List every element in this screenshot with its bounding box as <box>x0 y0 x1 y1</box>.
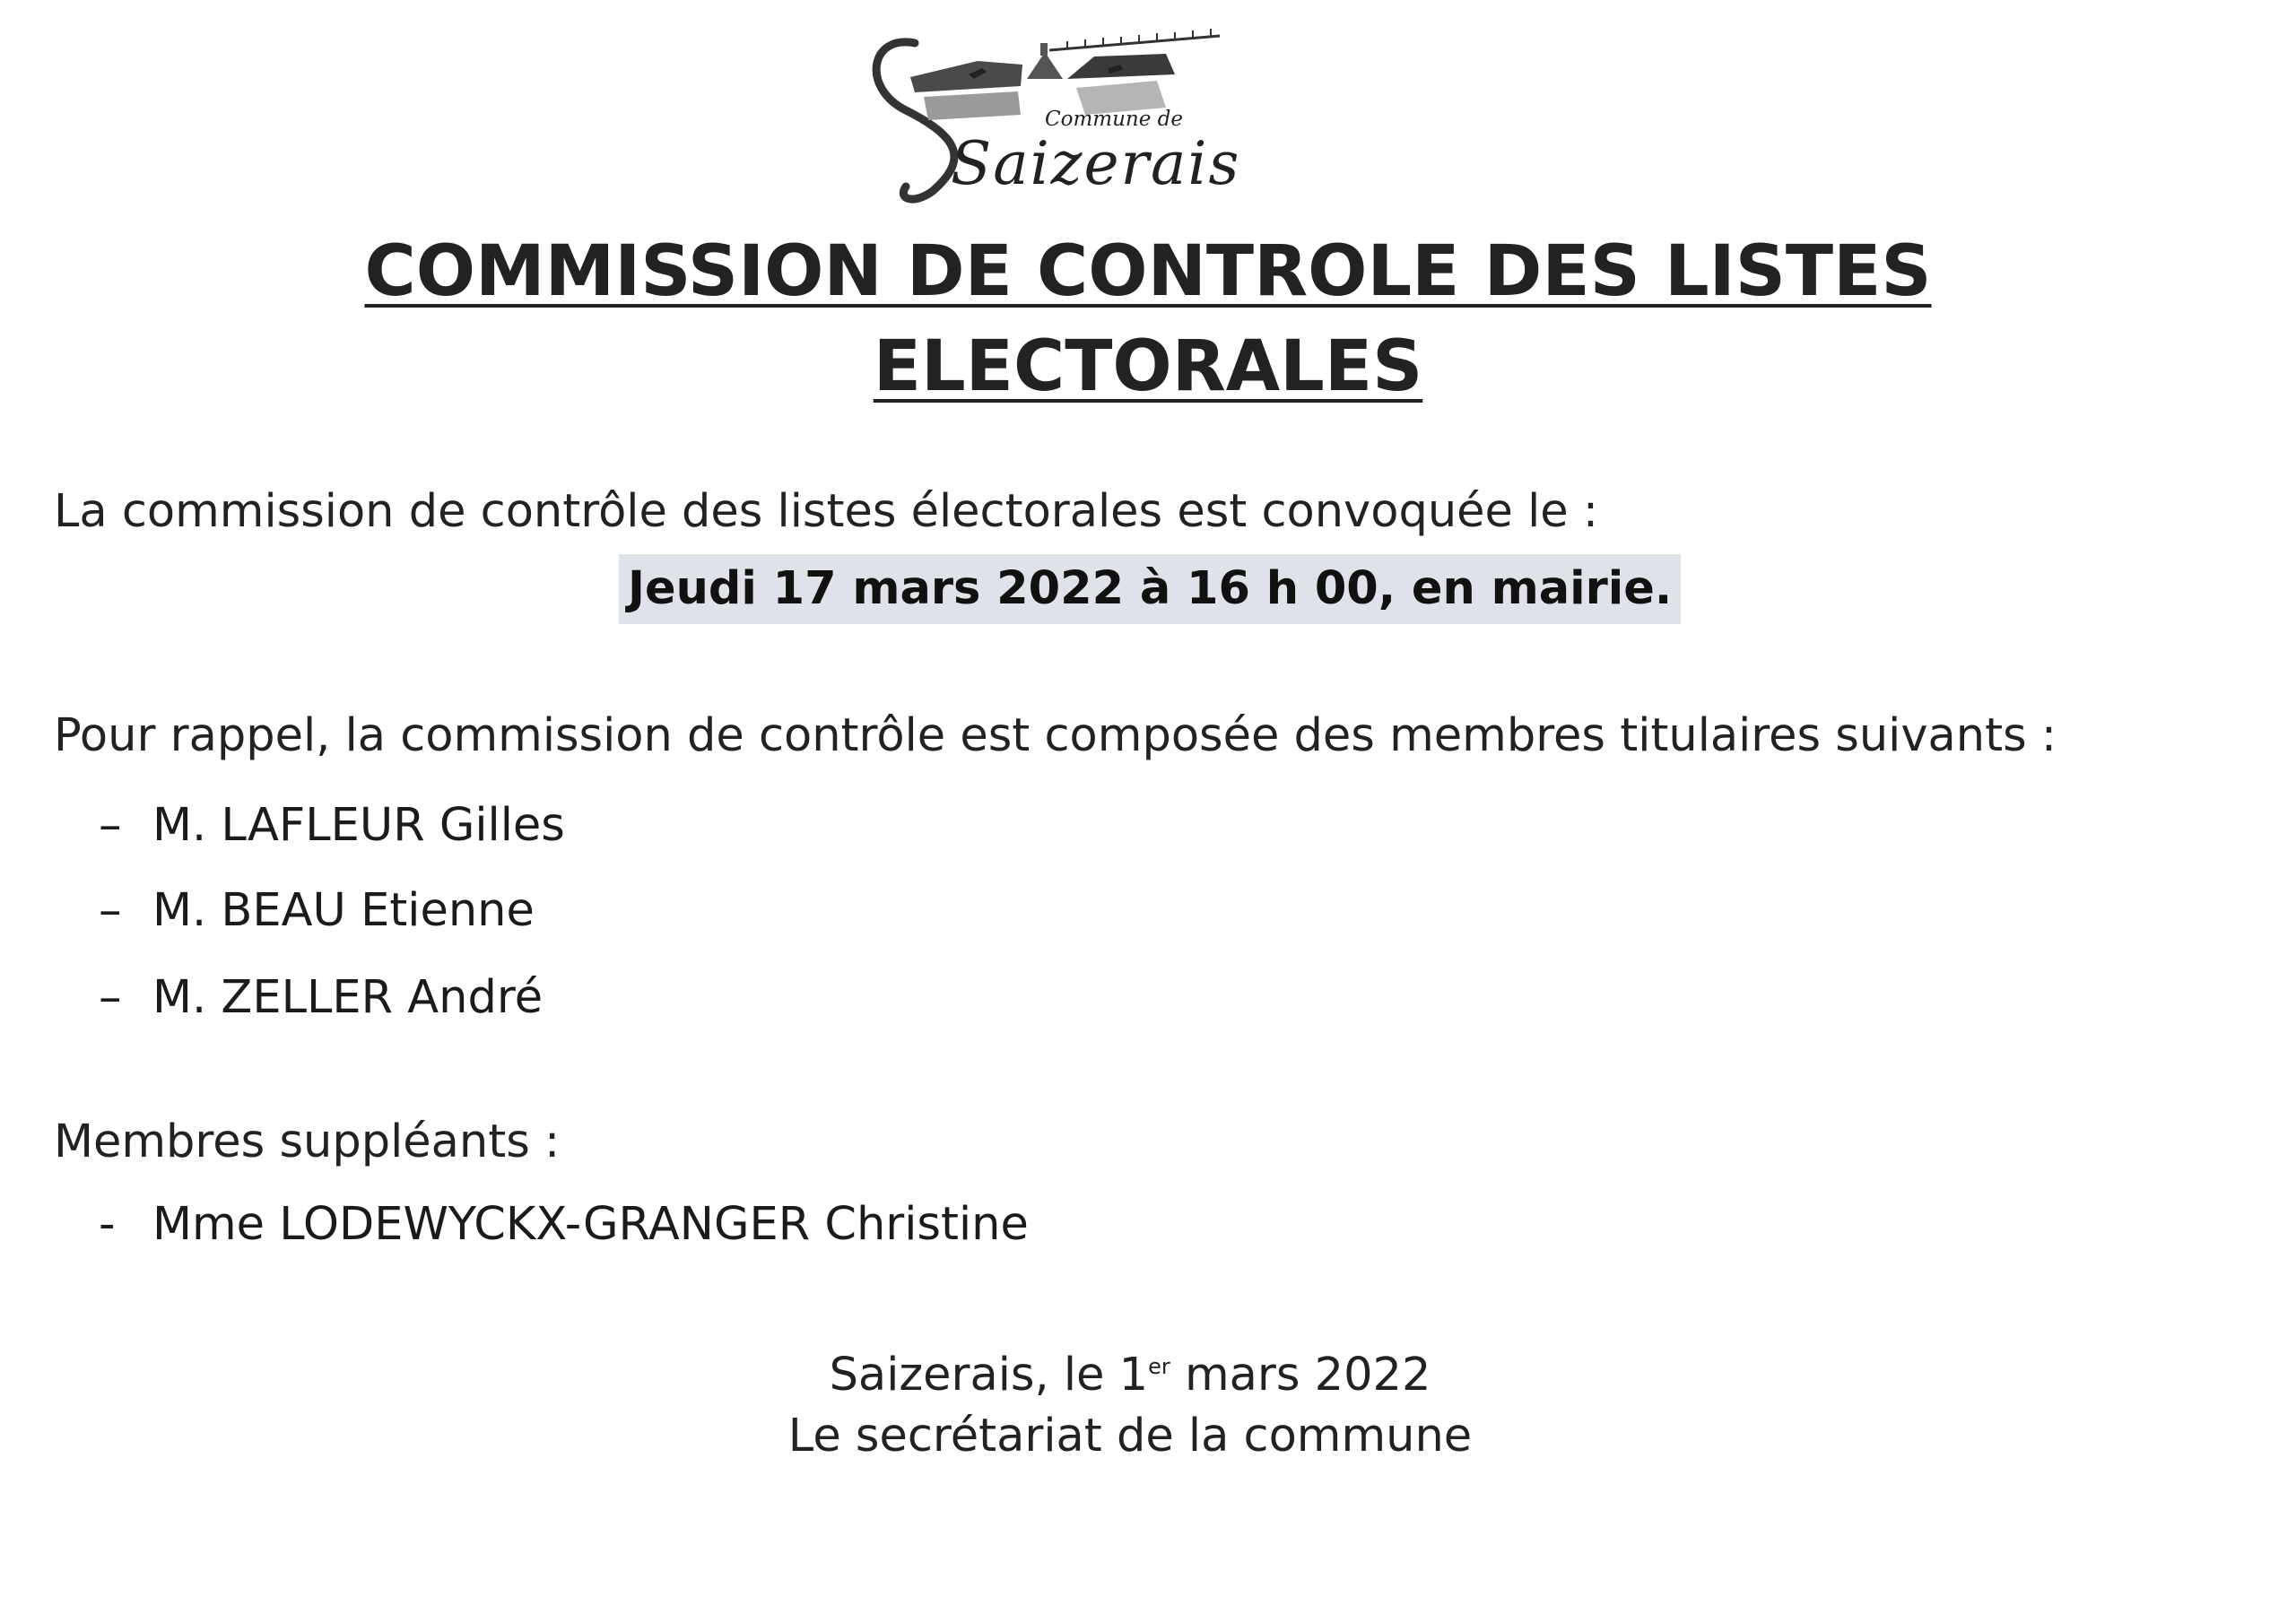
title-line-1: COMMISSION DE CONTROLE DES LISTES <box>364 231 1932 312</box>
member-name: M. ZELLER André <box>152 971 544 1024</box>
intro-paragraph: La commission de contrôle des listes électorales est convoquée le : <box>54 485 1599 538</box>
signatory: Le secrétariat de la commune <box>787 1410 1473 1462</box>
list-item <box>99 1197 1029 1253</box>
list-item <box>99 798 565 854</box>
signature-date: mars 2022 <box>1170 1349 1431 1402</box>
signature-place-date <box>0 1336 2260 1406</box>
substitutes-heading: Membres suppléants : <box>54 1115 561 1168</box>
logo-small-text: Commune de <box>1045 108 1183 131</box>
page-title <box>0 224 2296 414</box>
member-name: M. BEAU Etienne <box>152 884 535 937</box>
meeting-date-highlight: Jeudi 17 mars 2022 à 16 h 00, en mairie. <box>619 554 1681 624</box>
title-line-2: ELECTORALES <box>873 326 1423 407</box>
list-item <box>99 883 535 939</box>
signature-ordinal: er <box>1148 1354 1170 1379</box>
logo-town-name: Saizerais <box>951 129 1241 198</box>
list-bullet: – <box>99 884 122 937</box>
recall-paragraph: Pour rappel, la commission de contrôle est composée des membres titulaires suivants : <box>54 709 2057 762</box>
list-bullet: - <box>99 1198 116 1251</box>
member-name: M. LAFLEUR Gilles <box>152 799 565 852</box>
list-bullet: – <box>99 971 122 1024</box>
list-bullet: – <box>99 799 122 852</box>
signature-place: Saizerais, le 1 <box>829 1349 1149 1402</box>
list-item <box>99 970 543 1026</box>
member-name: Mme LODEWYCKX-GRANGER Christine <box>152 1198 1029 1251</box>
signature-block <box>0 1336 2260 1467</box>
saizerais-logo <box>861 25 1241 209</box>
